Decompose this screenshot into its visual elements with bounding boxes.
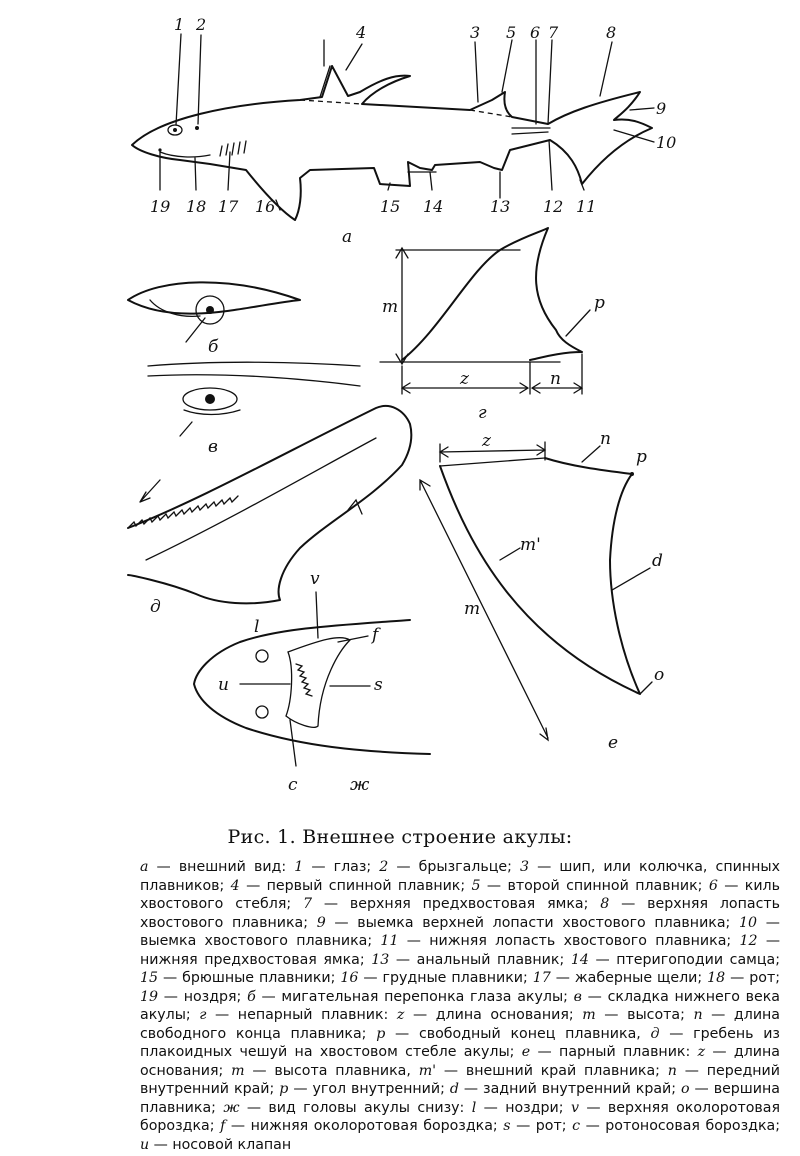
legend-key: ж <box>223 1099 240 1116</box>
legend-key: z <box>697 1044 706 1060</box>
legend-text: — задний внутренний край; <box>458 1081 682 1097</box>
legend-text: — шип, или колючка, спинных плавников; <box>140 859 780 894</box>
legend-key: m <box>231 1062 245 1079</box>
panel-letter-a: а <box>342 227 353 247</box>
legend-text: — грудные плавники; <box>358 970 533 986</box>
callout-17: 17 <box>218 197 239 216</box>
legend-key: d <box>449 1081 459 1097</box>
callout-18: 18 <box>186 197 207 216</box>
legend-text: — длина свободного конца плавника; <box>140 1007 781 1042</box>
legend-text: — рот; <box>725 970 780 986</box>
panel-letter-e: е <box>608 733 619 753</box>
callout-12: 12 <box>543 197 564 216</box>
legend-key: 2 <box>379 859 389 875</box>
nostril-right <box>256 706 268 718</box>
label-p-e: p <box>636 447 647 467</box>
dorsal-spine <box>320 66 330 97</box>
paired-fin-panel <box>420 429 664 753</box>
eye-nictitating-panel <box>128 282 300 357</box>
legend-key: m' <box>418 1062 437 1079</box>
legend-text: — первый спинной плавник; <box>239 877 472 894</box>
pointer-arrow-b <box>186 318 205 342</box>
panel-letter-b: б <box>208 337 219 357</box>
tail-outline <box>128 406 411 603</box>
legend-text: — ноздря; <box>158 988 248 1005</box>
label-u: u <box>218 675 229 695</box>
legend-text: — свободный конец плавника, <box>385 1025 651 1042</box>
legend-key: 8 <box>600 896 610 912</box>
legend-text: — ротоносовая бороздка; <box>580 1118 781 1134</box>
label-z-e: z <box>482 431 491 451</box>
legend-key: f <box>220 1118 226 1134</box>
callout-19: 19 <box>150 197 171 216</box>
legend-key: д <box>650 1025 660 1042</box>
head-contour-2 <box>148 375 360 386</box>
callout-4: 4 <box>356 23 367 42</box>
label-o-e: o <box>654 665 665 685</box>
legend-key: 11 <box>380 933 399 949</box>
unpaired-fin-outline <box>402 228 582 360</box>
legend-text: — анальный плавник; <box>389 951 571 968</box>
legend-key: p <box>376 1025 386 1042</box>
label-n-g: n <box>550 369 561 389</box>
legend-key: а <box>140 859 149 875</box>
legend-text: — нижняя лопасть хвостового плавника; <box>398 933 740 949</box>
legend-key: l <box>471 1099 477 1116</box>
d-leader <box>612 568 650 590</box>
legend-key: n <box>667 1062 677 1079</box>
legend-text: — внешний край плавника; <box>436 1062 668 1079</box>
legend-text: — брызгальце; <box>388 859 520 875</box>
label-m: m <box>382 297 399 317</box>
callout-13: 13 <box>490 197 511 216</box>
legend-key: c <box>572 1118 581 1134</box>
panel-letter-v: в <box>208 437 218 457</box>
mouth-lower <box>286 638 350 728</box>
panel-letter-g: г <box>478 403 487 423</box>
legend-text: — верхняя предхвостовая ямка; <box>312 896 601 912</box>
label-d-e: d <box>652 551 663 571</box>
callout-3: 3 <box>470 23 481 42</box>
legend-text: — вершина плавника; <box>140 1081 780 1116</box>
head-contour-1 <box>148 362 360 366</box>
legend-key: 16 <box>340 970 359 986</box>
callout-15: 15 <box>380 197 401 216</box>
caudal-crest-panel <box>128 406 411 617</box>
legend-text: — передний внутренний край; <box>140 1062 780 1097</box>
unpaired-fin-panel <box>380 228 605 423</box>
o-leader <box>640 682 652 694</box>
c-leader <box>290 720 296 766</box>
legend-key: б <box>247 988 256 1005</box>
legend-key: г <box>199 1007 207 1023</box>
callout-11: 11 <box>576 197 597 216</box>
legend-key: 15 <box>140 970 159 986</box>
dorsal-base-line-2 <box>470 110 512 117</box>
callout-2: 2 <box>196 15 207 34</box>
label-z: z <box>460 369 469 389</box>
pointer-arrow-v <box>180 422 192 436</box>
legend-key: е <box>521 1044 531 1060</box>
dim-m-e <box>420 480 548 740</box>
callout-7: 7 <box>548 23 559 42</box>
legend-text: — брюшные плавники; <box>158 970 341 986</box>
nostril-left <box>256 650 268 662</box>
legend-text: — выемка хвостового плавника; <box>140 914 780 949</box>
callout-14: 14 <box>423 197 444 216</box>
legend-key: 5 <box>471 877 481 894</box>
legend-key: 7 <box>303 896 313 912</box>
legend-key: m <box>582 1007 596 1023</box>
legend-key: в <box>573 988 582 1005</box>
eyelid-fold-panel <box>148 362 360 457</box>
dorsal-base-line-1 <box>300 100 362 104</box>
legend-text: — складка нижнего века акулы; <box>140 988 780 1023</box>
gill-slits <box>220 141 246 156</box>
head-outline-bottom <box>194 620 430 754</box>
legend-key: 19 <box>140 988 159 1005</box>
legend-text: — нижняя предхвостовая ямка; <box>140 933 781 968</box>
legend-text: — птеригоподии самца; <box>588 951 780 968</box>
legend-key: 10 <box>739 914 758 931</box>
legend-key: 3 <box>519 859 529 875</box>
legend-text: — выемка верхней лопасти хвостового плавника; <box>325 914 740 931</box>
legend-key: o <box>681 1081 690 1097</box>
legend-text: — внешний вид: <box>148 859 295 875</box>
legend-key: 17 <box>532 970 551 986</box>
callout-6: 6 <box>530 23 541 42</box>
pupil <box>173 128 177 132</box>
nostril <box>158 148 161 151</box>
label-m-e: m <box>464 599 481 619</box>
v-leader <box>316 592 318 638</box>
legend-text: — высота плавника, <box>244 1062 419 1079</box>
legend-key: 13 <box>371 951 390 968</box>
mouth-teeth <box>296 664 312 696</box>
callout-9: 9 <box>656 99 667 118</box>
legend-key: 18 <box>707 970 726 986</box>
legend-text: — вид головы акулы снизу: <box>239 1099 472 1116</box>
legend-key: 9 <box>316 914 326 931</box>
legend-text: — носовой клапан <box>149 1136 292 1153</box>
callout-5: 5 <box>506 23 517 42</box>
callout-16: 16 <box>255 197 276 216</box>
legend-text: — рот; <box>510 1118 573 1134</box>
legend-text: — верхняя лопасть хвостового плавника; <box>140 896 780 931</box>
legend-key: p <box>279 1081 289 1097</box>
legend-key: n <box>693 1007 703 1023</box>
legend-text: — второй спинной плавник; <box>480 877 709 894</box>
callout-10: 10 <box>656 133 677 152</box>
label-n-e: n <box>600 429 611 449</box>
legend-key: s <box>503 1118 511 1134</box>
legend-text: — нижняя околоротовая бороздка; <box>225 1118 504 1134</box>
legend-text: — высота; <box>595 1007 694 1023</box>
f-leader <box>338 636 368 642</box>
legend-text: — жаберные щели; <box>550 970 708 986</box>
m-prime-leader <box>500 548 520 560</box>
mouth-line <box>160 152 210 157</box>
legend-text: — ноздри; <box>476 1099 571 1116</box>
legend-text: — верхняя околоротовая бороздка; <box>140 1099 781 1134</box>
label-v: v <box>310 569 320 589</box>
paired-fin-outline <box>440 458 640 694</box>
free-tip-leader <box>566 310 590 336</box>
callout-1: 1 <box>174 15 185 34</box>
lower-eyelid-fold <box>184 410 240 415</box>
label-m-prime: m' <box>520 535 541 555</box>
legend-key: u <box>140 1136 150 1153</box>
eye-fold-outline <box>128 282 300 313</box>
corner-point-p <box>630 472 634 476</box>
legend-key: v <box>570 1099 579 1116</box>
legend-key: 6 <box>708 877 718 894</box>
legend-text: — длина основания; <box>404 1007 583 1023</box>
figure-caption-title: Рис. 1. Внешнее строение акулы: <box>227 826 573 848</box>
eye-pupil-b <box>206 306 214 314</box>
panel-letter-d: д <box>150 597 161 617</box>
legend-text: — мигательная перепонка глаза акулы; <box>255 988 574 1005</box>
callout-8: 8 <box>606 23 617 42</box>
label-c: c <box>288 775 298 795</box>
legend-text: — непарный плавник: <box>206 1007 397 1023</box>
legend-text: — гребень из плакоидных чешуй на хвостовом стебле акулы; <box>140 1025 780 1060</box>
pointer-arrow-d <box>140 480 160 502</box>
label-l: l <box>254 617 260 637</box>
legend-key: 1 <box>294 859 304 875</box>
legend-text: — угол внутренний; <box>288 1081 450 1097</box>
spiracle <box>195 126 199 130</box>
caudal-keel <box>512 128 550 134</box>
panel-letter-zh: ж <box>350 775 370 795</box>
fin-front-edge <box>440 458 545 466</box>
legend-key: 14 <box>570 951 589 968</box>
n-leader <box>582 446 600 462</box>
eye-pupil-v <box>205 394 215 404</box>
legend-text: — киль хвостового стебля; <box>140 877 780 912</box>
legend-text: — длина основания; <box>140 1044 780 1079</box>
leader-lines <box>160 34 654 210</box>
legend-text: — глаз; <box>303 859 380 875</box>
legend-key: 12 <box>739 933 758 949</box>
callout-numbers <box>150 15 676 247</box>
legend-key: z <box>396 1007 405 1023</box>
tail-inner-line <box>146 438 376 560</box>
legend-text: — парный плавник: <box>530 1044 698 1060</box>
label-p-g: p <box>594 293 605 313</box>
legend-key: 4 <box>230 877 240 894</box>
label-s: s <box>374 675 383 695</box>
figure-legend <box>140 858 780 1154</box>
label-f: f <box>372 625 379 645</box>
